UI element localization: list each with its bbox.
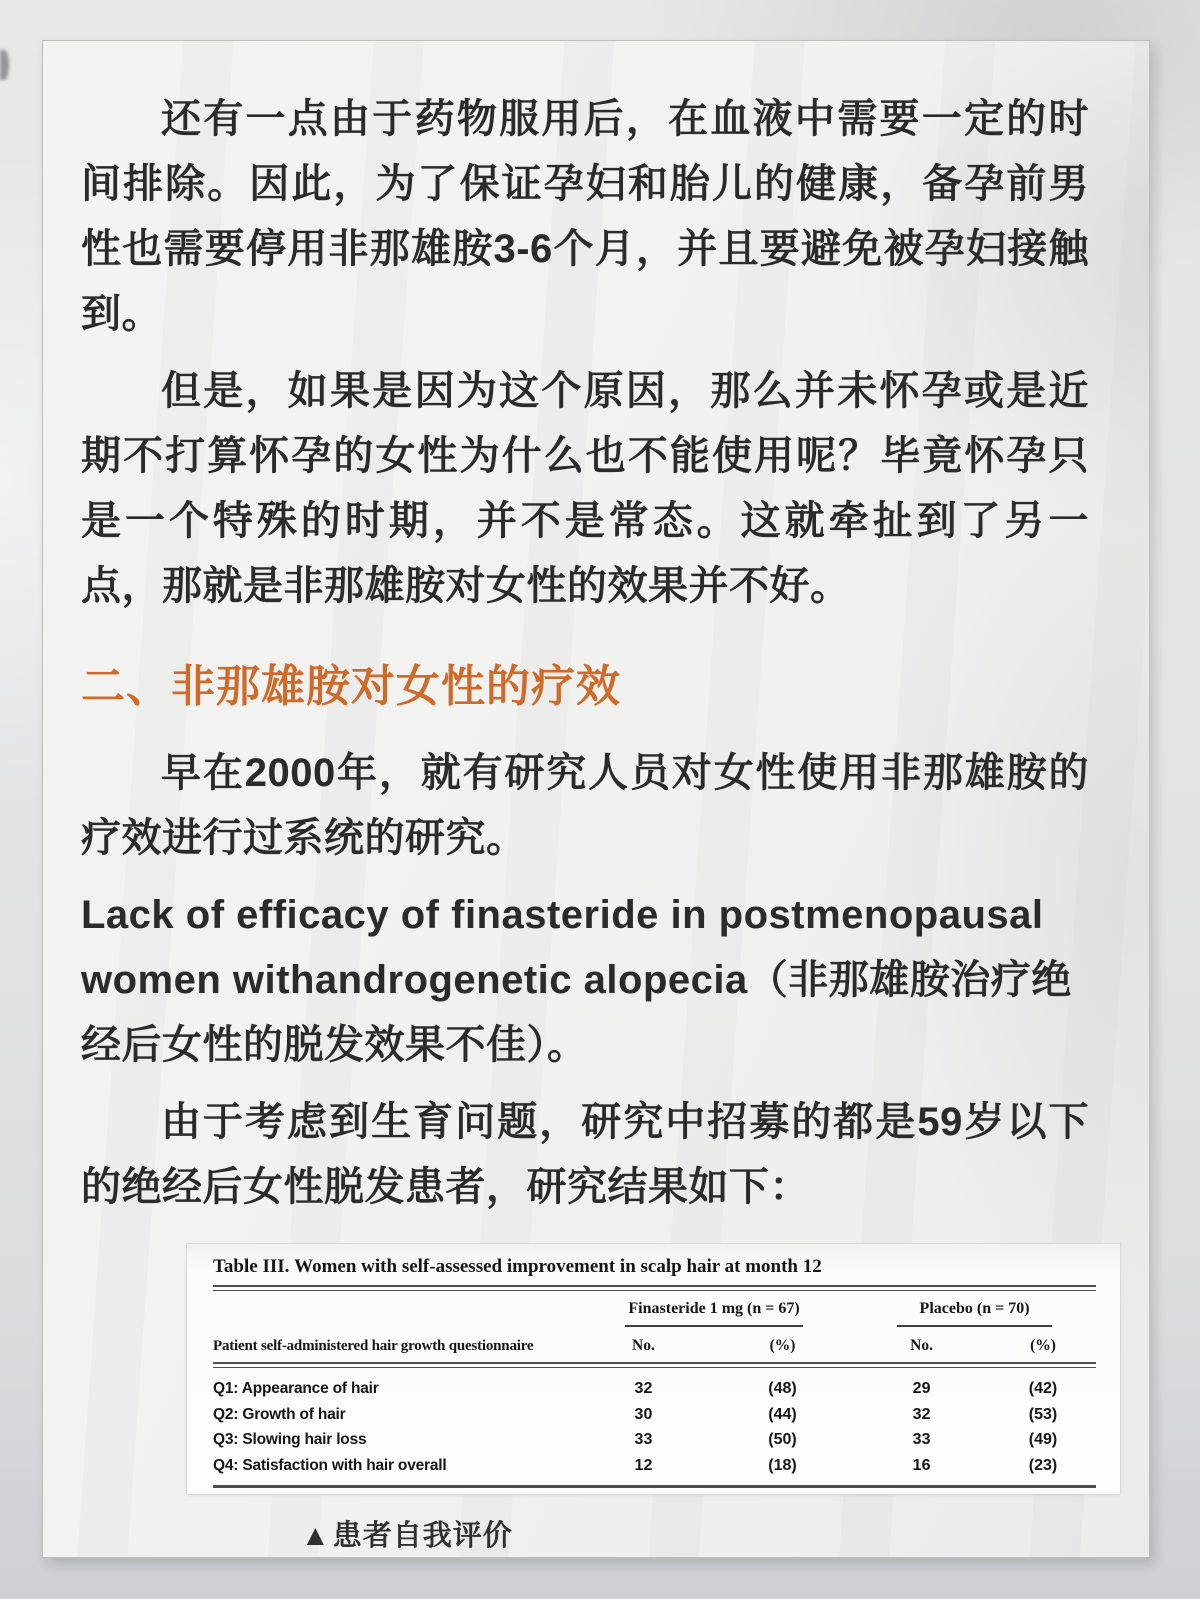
col-header-no-2: No. bbox=[910, 1337, 933, 1354]
article-content bbox=[43, 41, 1149, 1220]
article-card bbox=[42, 40, 1150, 1558]
group-header-placebo: Placebo (n = 70) bbox=[853, 1300, 1096, 1327]
paragraph-why-not-women: 但是，如果是因为这个原因，那么并未怀孕或是近期不打算怀孕的女性为什么也不能使用呢？毕竟怀孕只是一个特殊的时期，并不是常态。这就牵扯到了另一点，那就是非那雄胺对女性的效果并不好。 bbox=[81, 369, 1089, 608]
table-row: Q2: Growth of hair 30 (44) 32 (53) bbox=[213, 1405, 1058, 1423]
col-header-no-1: No. bbox=[632, 1337, 655, 1354]
col-header-pct-1: (%) bbox=[769, 1337, 796, 1354]
figure-caption bbox=[301, 1519, 513, 1553]
col-header-pct-2: (%) bbox=[1030, 1337, 1056, 1354]
table-title bbox=[213, 1256, 1096, 1278]
paragraph-study-title: Lack of efficacy of finasteride in postmenopausal women withandrogenetic alopecia（非那雄胺治疗绝经后女性的脱发效果不佳）。 bbox=[81, 893, 1072, 1067]
stub-header: Patient self-administered hair growth questionnaire bbox=[213, 1338, 534, 1354]
table-row: Q3: Slowing hair loss 33 (50) 33 (49) bbox=[213, 1431, 1058, 1448]
table-title-label: Table III. bbox=[213, 1256, 290, 1277]
group-underline bbox=[897, 1325, 1052, 1327]
table-rule-top bbox=[213, 1285, 1096, 1291]
table-title-text: Women with self-assessed improvement in scalp hair at month 12 bbox=[294, 1256, 822, 1277]
paragraph-drug-clearance: 还有一点由于药物服用后，在血液中需要一定的时间排除。因此，为了保证孕妇和胎儿的健康，备孕前男性也需要停用非那雄胺3-6个月，并且要避免被孕妇接触到。 bbox=[81, 97, 1089, 336]
table-subheader-row bbox=[213, 1337, 1096, 1355]
table-group-header-row bbox=[213, 1300, 1096, 1327]
group-underline bbox=[625, 1325, 803, 1327]
table-rule-bottom bbox=[213, 1485, 1096, 1488]
paragraph-study-recruitment: 由于考虑到生育问题，研究中招募的都是59岁以下的绝经后女性脱发患者，研究结果如下： bbox=[81, 1100, 1089, 1209]
section-heading-efficacy-in-women: 二、非那雄胺对女性的疗效 bbox=[81, 662, 621, 711]
scanned-table-figure bbox=[186, 1243, 1121, 1495]
table-body bbox=[213, 1376, 1096, 1478]
up-triangle-icon: ▲ bbox=[301, 1520, 331, 1552]
table-row: Q4: Satisfaction with hair overall 12 (18) 16 (23) bbox=[213, 1456, 1058, 1474]
figure-caption-text: 患者自我评价 bbox=[332, 1520, 513, 1552]
background-smudge bbox=[0, 50, 9, 80]
table-row: Q1: Appearance of hair 32 (48) 29 (42) bbox=[213, 1380, 1058, 1397]
paragraph-research-2000: 早在2000年，就有研究人员对女性使用非那雄胺的疗效进行过系统的研究。 bbox=[81, 751, 1089, 860]
table-rule-mid bbox=[213, 1362, 1096, 1368]
group-header-finasteride: Finasteride 1 mg (n = 67) bbox=[575, 1300, 853, 1327]
